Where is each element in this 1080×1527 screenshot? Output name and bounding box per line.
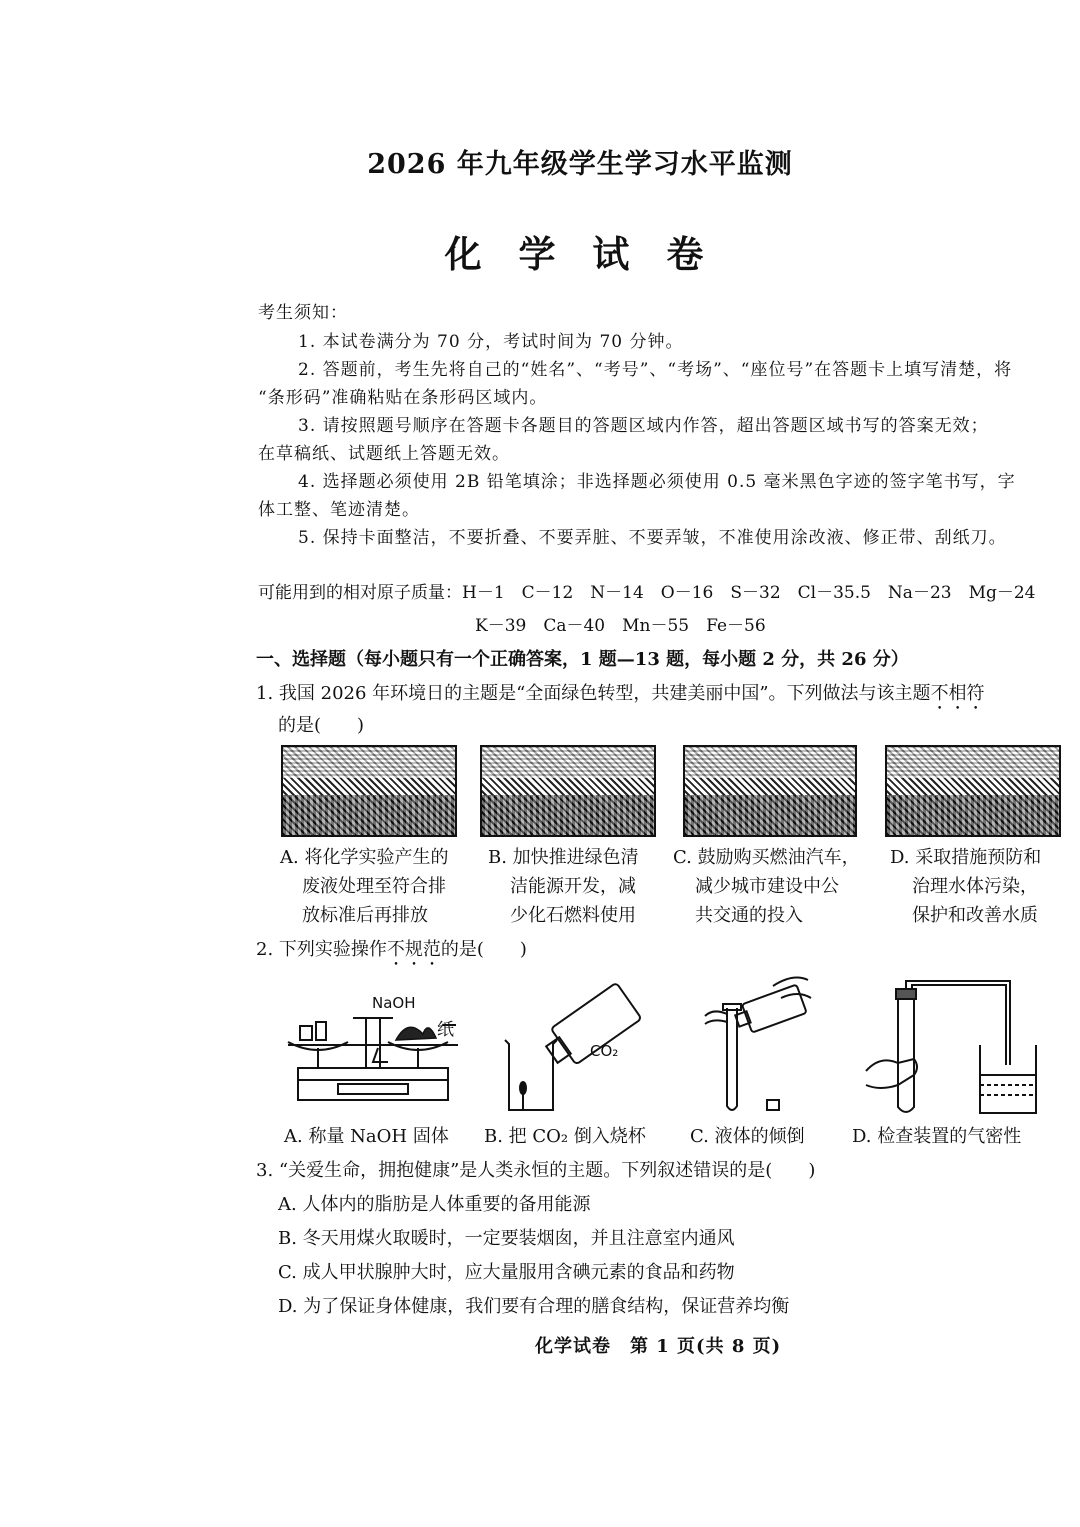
q1-photo-a [281,745,457,837]
q3-option-c[interactable]: C. 成人甲状腺肿大时，应大量服用含碘元素的食品和药物 [278,1262,735,1283]
atomic-mass-line-2: K－39 Ca－40 Mn－55 Fe－56 [475,616,766,636]
notice-item-3: 3. 请按照题号顺序在答题卡各题目的答题区域内作答，超出答题区域书写的答案无效； [298,416,989,436]
q1-photo-b [480,745,656,837]
notice-item-5: 5. 保持卡面整洁，不要折叠、不要弄脏、不要弄皱，不准使用涂改液、修正带、刮纸刀。 [298,528,1007,548]
q2-option-c[interactable]: C. 液体的倾倒 [690,1126,805,1147]
q1-photo-c [683,745,857,837]
q1-option-c-line-3: 共交通的投入 [695,905,803,926]
q3-stem: 3. “关爱生命，拥抱健康”是人类永恒的主题。下列叙述错误的是( ) [256,1160,816,1181]
q2-option-b[interactable]: B. 把 CO₂ 倒入烧杯 [484,1126,646,1147]
notice-item-1: 1. 本试卷满分为 70 分，考试时间为 70 分钟。 [298,332,684,352]
paper-label: 纸 [437,1020,454,1040]
notice-item-2-cont: “条形码”准确粘贴在条形码区域内。 [258,388,548,408]
q3-option-d[interactable]: D. 为了保证身体健康，我们要有合理的膳食结构，保证营养均衡 [278,1296,790,1317]
q1-option-a[interactable] [280,843,448,930]
q2-stem-emphasis: 不规范 [386,939,441,960]
subject-title: 化 学 试 卷 [444,232,716,276]
q3-option-a[interactable]: A. 人体内的脂肪是人体重要的备用能源 [278,1194,591,1215]
co2-label: CO₂ [590,1042,619,1060]
q2-option-a[interactable]: A. 称量 NaOH 固体 [284,1126,449,1147]
liquid-pour-illustration [683,968,823,1118]
naoh-solid [396,1027,436,1040]
q2-stem-text: 2. 下列实验操作 [256,939,387,960]
q1-stem-end: 的是( ) [278,715,365,736]
naoh-label: NaOH [372,994,416,1012]
page-footer: 化学试卷 第 1 页(共 8 页) [535,1336,782,1357]
q2-stem [256,935,527,970]
q1-option-b-line-2: 洁能源开发，减 [510,876,636,897]
q1-option-d[interactable] [890,843,1041,930]
q1-stem [256,679,985,714]
q1-option-d-line-3: 保护和改善水质 [912,905,1038,926]
notice-heading: 考生须知： [258,303,348,323]
q1-option-a-line-2: 废液处理至符合排 [302,876,446,897]
q1-option-c-line-2: 减少城市建设中公 [695,876,839,897]
q1-option-a-line-3: 放标准后再排放 [302,905,428,926]
q1-stem-text: 1. 我国 2026 年环境日的主题是“全面绿色转型，共建美丽中国”。下列做法与该主题 [256,683,931,704]
q1-option-c-line-1: C. 鼓励购买燃油汽车， [673,847,860,868]
section-heading: 一、选择题（每小题只有一个正确答案，1 题—13 题，每小题 2 分，共 26 分） [256,649,909,670]
q1-option-c[interactable] [673,843,860,930]
airtightness-illustration [860,975,1040,1120]
notice-item-4-cont: 体工整、笔迹清楚。 [258,500,420,520]
co2-pour-illustration [495,982,645,1114]
q1-option-d-line-1: D. 采取措施预防和 [890,847,1042,868]
atomic-mass-line-1: 可能用到的相对原子质量：H－1 C－12 N－14 O－16 S－32 Cl－35.5 Na－23 Mg－24 [258,583,1036,603]
q2-stem-end: 的是( ) [440,939,527,960]
q2-option-d[interactable]: D. 检查装置的气密性 [852,1126,1022,1147]
notice-item-2: 2. 答题前，考生先将自己的“姓名”、“考号”、“考场”、“座位号”在答题卡上填写清楚，将 [298,360,1013,380]
q1-option-a-line-1: A. 将化学实验产生的 [280,847,449,868]
q3-option-b[interactable]: B. 冬天用煤火取暖时，一定要装烟囱，并且注意室内通风 [278,1228,735,1249]
q1-option-b[interactable] [488,843,639,930]
notice-item-4: 4. 选择题必须使用 2B 铅笔填涂；非选择题必须使用 0.5 毫米黑色字迹的签字笔书写，字 [298,472,1016,492]
q1-option-b-line-3: 少化石燃料使用 [510,905,636,926]
exam-title: 2026 年九年级学生学习水平监测 [367,149,793,180]
q1-photo-d [885,745,1061,837]
q1-stem-emphasis: 不相符 [930,683,985,704]
notice-item-3-cont: 在草稿纸、试题纸上答题无效。 [258,444,510,464]
q1-option-b-line-1: B. 加快推进绿色清 [488,847,639,868]
q1-option-d-line-2: 治理水体污染， [912,876,1038,897]
